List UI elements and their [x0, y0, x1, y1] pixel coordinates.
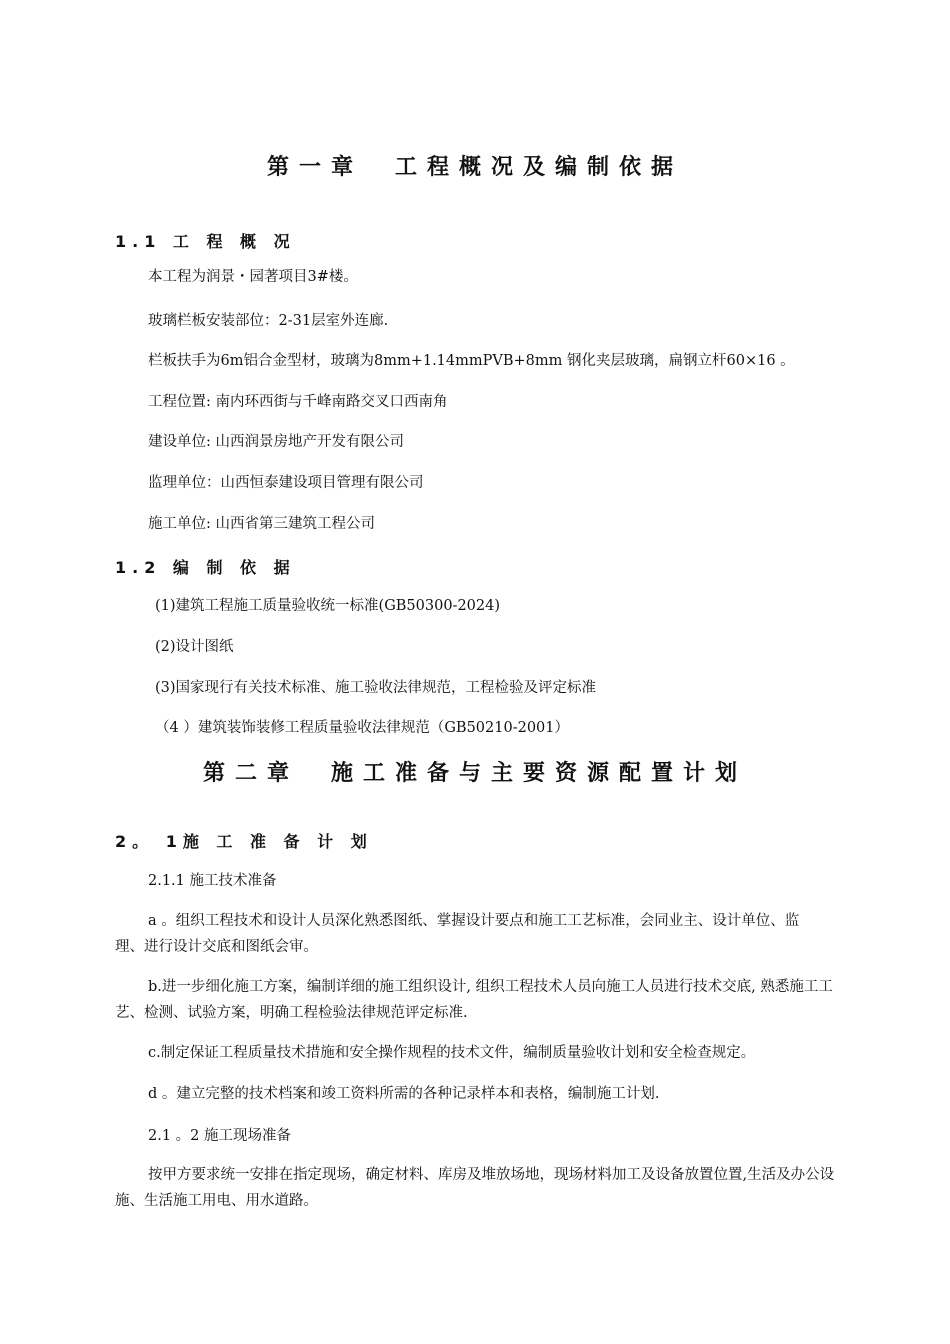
overview-supervisor: 监理单位：山西恒泰建设项目管理有限公司 — [148, 475, 424, 491]
tech-prep-item-a: a 。组织工程技术和设计人员深化熟悉图纸、掌握设计要点和施工工艺标准，会同业主、设计单位、监 理、进行设计交底和图纸会审。 — [115, 913, 843, 955]
tech-prep-item-d: d 。建立完整的技术档案和竣工资料所需的各种记录样本和表格，编制施工计划. — [148, 1086, 660, 1102]
overview-contractor: 施工单位: 山西省第三建筑工程公司 — [148, 516, 375, 532]
section-1-2-title: 1.2 编 制 依 据 — [115, 558, 296, 577]
overview-site-location: 工程位置: 南内环西街与千峰南路交叉口西南角 — [148, 394, 448, 410]
chapter-1-title: 第一章 工程概况及编制依据 — [266, 155, 683, 180]
basis-item-1: (1)建筑工程施工质量验收统一标准(GB50300-2024) — [155, 598, 501, 614]
site-prep-text: 按甲方要求统一安排在指定现场，确定材料、库房及堆放场地，现场材料加工及设备放置位置,生活及办公设施、生活施工用电、用水道路。 — [115, 1167, 835, 1209]
basis-item-2: (2)设计图纸 — [155, 639, 234, 655]
subsection-2-1-2-title: 2.1 。2 施工现场准备 — [148, 1128, 292, 1144]
basis-item-3: (3)国家现行有关技术标准、施工验收法律规范，工程检验及评定标准 — [155, 680, 597, 696]
chapter-2-title: 第二章 施工准备与主要资源配置计划 — [202, 761, 747, 786]
overview-project: 本工程为润景・园著项目3#楼。 — [148, 269, 358, 285]
basis-item-4: （4 ）建筑装饰装修工程质量验收法律规范（GB50210-2001） — [155, 720, 569, 736]
tech-prep-item-b: b.进一步细化施工方案，编制详细的施工组织设计, 组织工程技术人员向施工人员进行技术交底, 熟悉施工工艺、检测、试验方案，明确工程检验法律规范评定标准. — [115, 979, 833, 1021]
overview-owner: 建设单位: 山西润景房地产开发有限公司 — [148, 434, 404, 450]
overview-materials: 栏板扶手为6m铝合金型材，玻璃为8mm+1.14mmPVB+8mm 钢化夹层玻璃，扁钢立杆60×16 。 — [148, 353, 795, 369]
section-2-1-title: 2。 1施 工 准 备 计 划 — [115, 832, 373, 851]
subsection-2-1-1-title: 2.1.1 施工技术准备 — [148, 873, 277, 889]
tech-prep-item-c: c.制定保证工程质量技术措施和安全操作规程的技术文件，编制质量验收计划和安全检查规定。 — [148, 1045, 756, 1061]
overview-location-of-install: 玻璃栏板安装部位：2-31层室外连廊. — [148, 313, 389, 329]
section-1-1-title: 1.1 工 程 概 况 — [115, 232, 296, 251]
